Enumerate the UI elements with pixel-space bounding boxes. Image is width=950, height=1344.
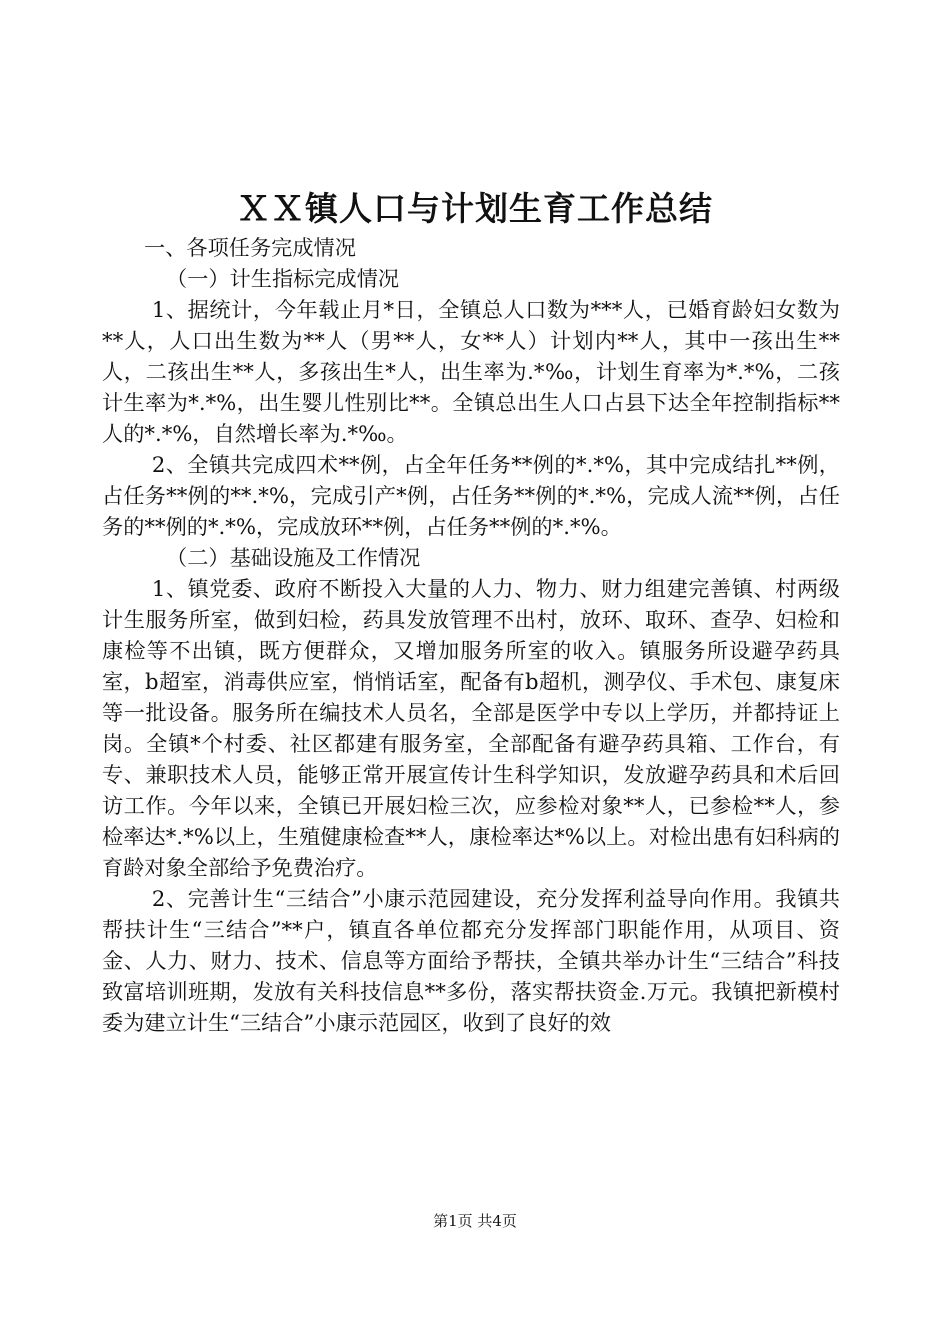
subsection-heading-2: （二）基础设施及工作情况 bbox=[166, 545, 421, 570]
document-body bbox=[102, 232, 840, 1038]
paragraph-1: 1、据统计，今年载止月*日，全镇总人口数为***人，已婚育龄妇女数为**人，人口出生数为**人（男**人，女**人）计划内**人，其中一孩出生**人，二孩出生**人，多孩出生*人，出生率为.*‰，计划生育率为*.*%，二孩计生率为*.*%，出生婴儿性别比**。全镇总出生人口占县下达全年控制指标**人的*.*%，自然增长率为.*‰。 bbox=[102, 297, 840, 446]
paragraph-2: 2、全镇共完成四术**例，占全年任务**例的*.*%，其中完成结扎**例，占任务**例的**.*%，完成引产*例，占任务**例的*.*%，完成人流**例，占任务的**例的*.*%，完成放环**例，占任务**例的*.*%。 bbox=[102, 452, 840, 539]
subsection-heading-1: （一）计生指标完成情况 bbox=[166, 266, 400, 291]
section-heading-1: 一、各项任务完成情况 bbox=[144, 235, 356, 260]
page-title: ＸＸ镇人口与计划生育工作总结 bbox=[237, 189, 713, 228]
paragraph-3: 1、镇党委、政府不断投入大量的人力、物力、财力组建完善镇、村两级计生服务所室，做到妇检，药具发放管理不出村，放环、取环、查孕、妇检和康检等不出镇，既方便群众，又增加服务所室的收入。镇服务所设避孕药具室，b超室，消毒供应室，悄悄话室，配备有b超机，测孕仪、手术包、康复床等一批设备。服务所在编技术人员名，全部是医学中专以上学历，并都持证上岗。全镇*个村委、社区都建有服务室，全部配备有避孕药具箱、工作台，有专、兼职技术人员，能够正常开展宣传计生科学知识，发放避孕药具和术后回访工作。今年以来，全镇已开展妇检三次，应参检对象**人，已参检**人，参检率达*.*%以上，生殖健康检查**人，康检率达*%以上。对检出患有妇科病的育龄对象全部给予免费治疗。 bbox=[102, 576, 840, 880]
paragraph-4: 2、完善计生“三结合”小康示范园建设，充分发挥利益导向作用。我镇共帮扶计生“三结合”**户，镇直各单位都充分发挥部门职能作用，从项目、资金、人力、财力、技术、信息等方面给予帮扶，全镇共举办计生“三结合”科技致富培训班期，发放有关科技信息**多份，落实帮扶资金.万元。我镇把新模村委为建立计生“三结合”小康示范园区，收到了良好的效 bbox=[102, 886, 840, 1035]
page-footer: 第1页 共4页 bbox=[433, 1212, 517, 1230]
